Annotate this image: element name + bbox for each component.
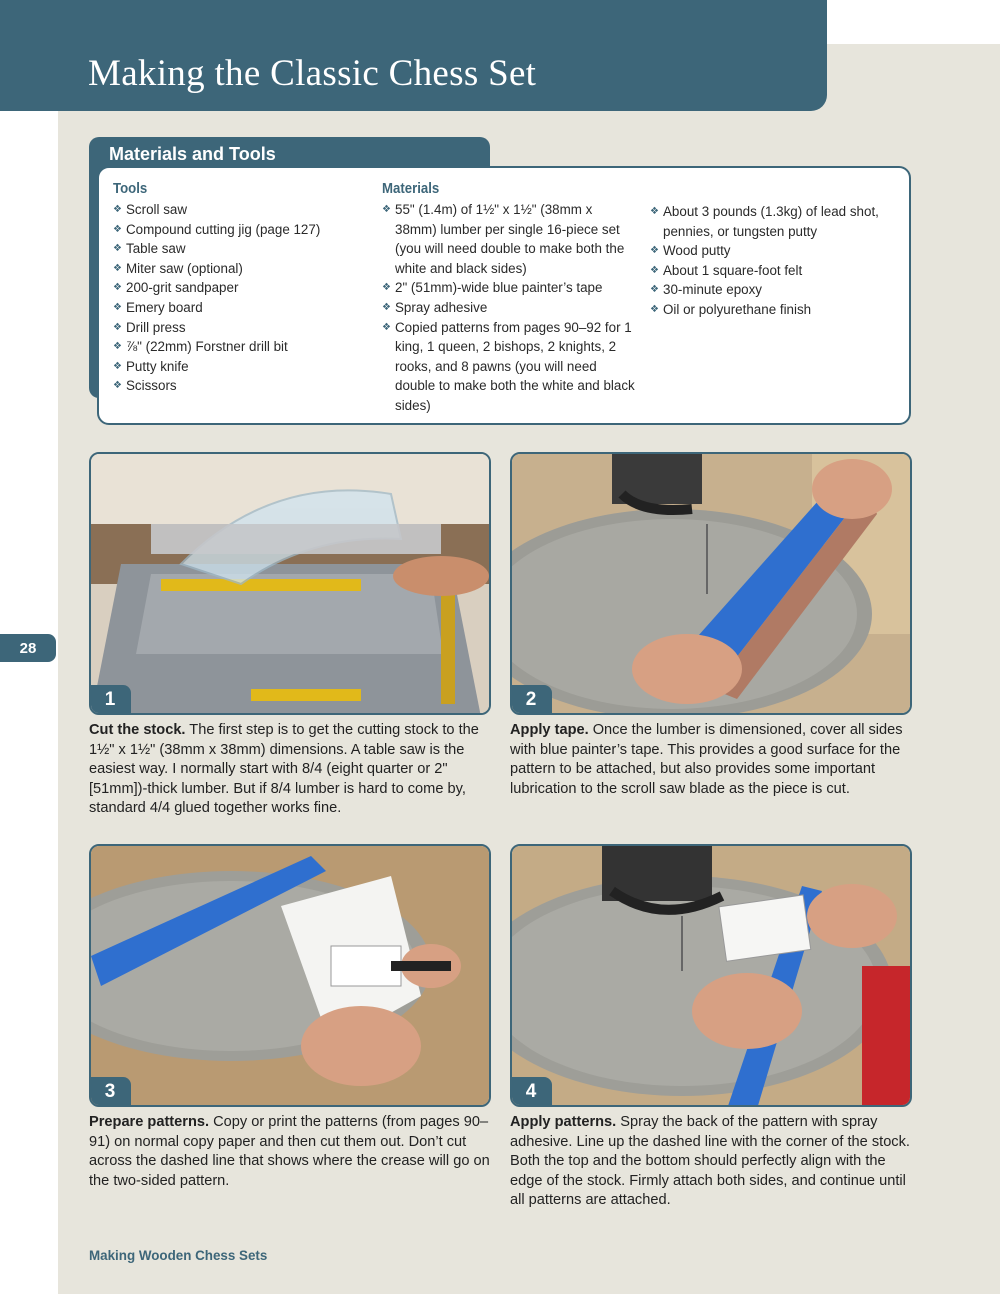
list-item-text: 200-grit sandpaper	[126, 280, 239, 296]
list-item-text: 2" (51mm)-wide blue painter’s tape	[395, 280, 603, 296]
step-number-badge: 3	[89, 1077, 131, 1107]
scroll-saw-tape-illustration	[512, 454, 912, 715]
list-item	[113, 376, 363, 396]
step-title: Apply tape.	[510, 722, 589, 738]
bullet-icon: ❖	[113, 341, 122, 353]
bullet-icon: ❖	[113, 223, 122, 235]
page-number: 28	[0, 634, 56, 662]
list-item	[382, 278, 637, 298]
list-item	[113, 298, 363, 318]
prepare-patterns-illustration	[91, 846, 491, 1107]
step-number-badge: 2	[510, 685, 552, 715]
materials-box	[97, 166, 911, 425]
list-item-text: Spray adhesive	[395, 299, 488, 315]
step-number-badge: 1	[89, 685, 131, 715]
bullet-icon: ❖	[650, 284, 659, 296]
apply-patterns-illustration	[512, 846, 912, 1107]
bullet-icon: ❖	[650, 206, 659, 217]
table-saw-illustration	[91, 454, 491, 715]
list-item	[113, 220, 363, 240]
step-body: The first step is to get the cutting stock to the 1½" x 1½" (38mm x 38mm) dimensions. A table saw is the easiest way. I normally start with 8/4 (eight quarter or 2" [51mm])-thick lumber. But if 8/4 lumber is hard to come by, standard 4/4 glued together works fine.	[89, 722, 479, 817]
bullet-icon: ❖	[113, 380, 122, 392]
list-item	[113, 278, 363, 298]
list-item	[382, 318, 637, 416]
materials-list	[382, 200, 637, 416]
list-item	[113, 239, 363, 259]
list-item-text: 30-minute epoxy	[663, 282, 762, 298]
bullet-icon: ❖	[650, 303, 659, 315]
list-item	[650, 280, 900, 300]
bullet-icon: ❖	[650, 264, 659, 276]
materials-subheading: Materials	[382, 180, 440, 197]
bullet-icon: ❖	[382, 204, 391, 215]
materials-column	[382, 180, 637, 416]
running-footer: Making Wooden Chess Sets	[89, 1248, 268, 1263]
list-item	[113, 337, 363, 357]
bullet-icon: ❖	[382, 321, 391, 333]
page-title: Making the Classic Chess Set	[88, 53, 537, 94]
step-2-photo	[510, 452, 912, 715]
bullet-icon: ❖	[113, 262, 122, 274]
list-item-text: About 1 square-foot felt	[663, 262, 803, 278]
list-item-text: Miter saw (optional)	[126, 260, 243, 276]
list-item	[113, 259, 363, 279]
list-item-text: Putty knife	[126, 358, 189, 374]
step-3-photo	[89, 844, 491, 1107]
step-title: Cut the stock.	[89, 722, 186, 738]
list-item-text: Copied patterns from pages 90–92 for 1 king, 1 queen, 2 bishops, 2 knights, 2 rooks, and 8 pawns (you will need double to make both the white and black sides)	[395, 319, 635, 413]
step-4-caption	[510, 1113, 912, 1211]
step-number-badge: 4	[510, 1077, 552, 1107]
list-item	[113, 200, 363, 220]
list-item-text: Drill press	[126, 319, 186, 335]
list-item-text: Oil or polyurethane finish	[663, 301, 812, 317]
tools-list	[113, 200, 363, 396]
step-2-caption	[510, 721, 912, 799]
materials-heading: Materials and Tools	[109, 144, 276, 164]
step-1-photo	[89, 452, 491, 715]
list-item-text: Scroll saw	[126, 202, 188, 217]
bullet-icon: ❖	[113, 321, 122, 333]
bullet-icon: ❖	[382, 282, 391, 294]
list-item-text: Emery board	[126, 299, 203, 315]
list-item-text: 55" (1.4m) of 1½" x 1½" (38mm x 38mm) lumber per single 16-piece set (you will need double to make both the white and black sides)	[395, 202, 625, 276]
list-item-text: Table saw	[126, 241, 186, 257]
list-item-text: About 3 pounds (1.3kg) of lead shot, pennies, or tungsten putty	[663, 204, 879, 239]
step-body: Spray the back of the pattern with spray adhesive. Line up the dashed line with the corner of the stock. Both the top and the bottom should perfectly align with the edge of the stock. Firmly attach both sides, and continue until all patterns are attached.	[510, 1114, 910, 1209]
step-body: Once the lumber is dimensioned, cover all sides with blue painter’s tape. This provides a good surface for the pattern to be attached, but also provides some important lubrication to the scroll saw blade as the piece is cut.	[510, 722, 903, 797]
bullet-icon: ❖	[113, 360, 122, 372]
bullet-icon: ❖	[113, 204, 122, 215]
step-4-photo	[510, 844, 912, 1107]
list-item-text: Scissors	[126, 378, 177, 394]
step-title: Apply patterns.	[510, 1114, 617, 1130]
bullet-icon: ❖	[113, 282, 122, 294]
list-item	[650, 300, 900, 320]
materials-column-2	[650, 180, 900, 320]
list-item	[382, 298, 637, 318]
tools-column	[113, 180, 363, 396]
list-item	[650, 202, 900, 241]
materials-list-2	[650, 202, 900, 320]
bullet-icon: ❖	[650, 245, 659, 257]
list-item	[113, 357, 363, 377]
tools-heading: Tools	[113, 180, 148, 197]
bullet-icon: ❖	[382, 301, 391, 313]
bullet-icon: ❖	[113, 301, 122, 313]
list-item-text: Wood putty	[663, 243, 731, 259]
list-item-text: Compound cutting jig (page 127)	[126, 221, 321, 237]
title-banner	[0, 0, 827, 111]
step-title: Prepare patterns.	[89, 1114, 210, 1130]
bullet-icon: ❖	[113, 243, 122, 255]
list-item	[113, 318, 363, 338]
step-3-caption	[89, 1113, 491, 1191]
step-1-caption	[89, 721, 491, 819]
list-item	[650, 261, 900, 281]
list-item-text: ⅞" (22mm) Forstner drill bit	[126, 339, 288, 355]
list-item	[382, 200, 637, 278]
step-body: Copy or print the patterns (from pages 90–91) on normal copy paper and then cut them out. Don’t cut across the dashed line that shows where the crease will go on the two-sided pattern.	[89, 1114, 490, 1189]
list-item	[650, 241, 900, 261]
